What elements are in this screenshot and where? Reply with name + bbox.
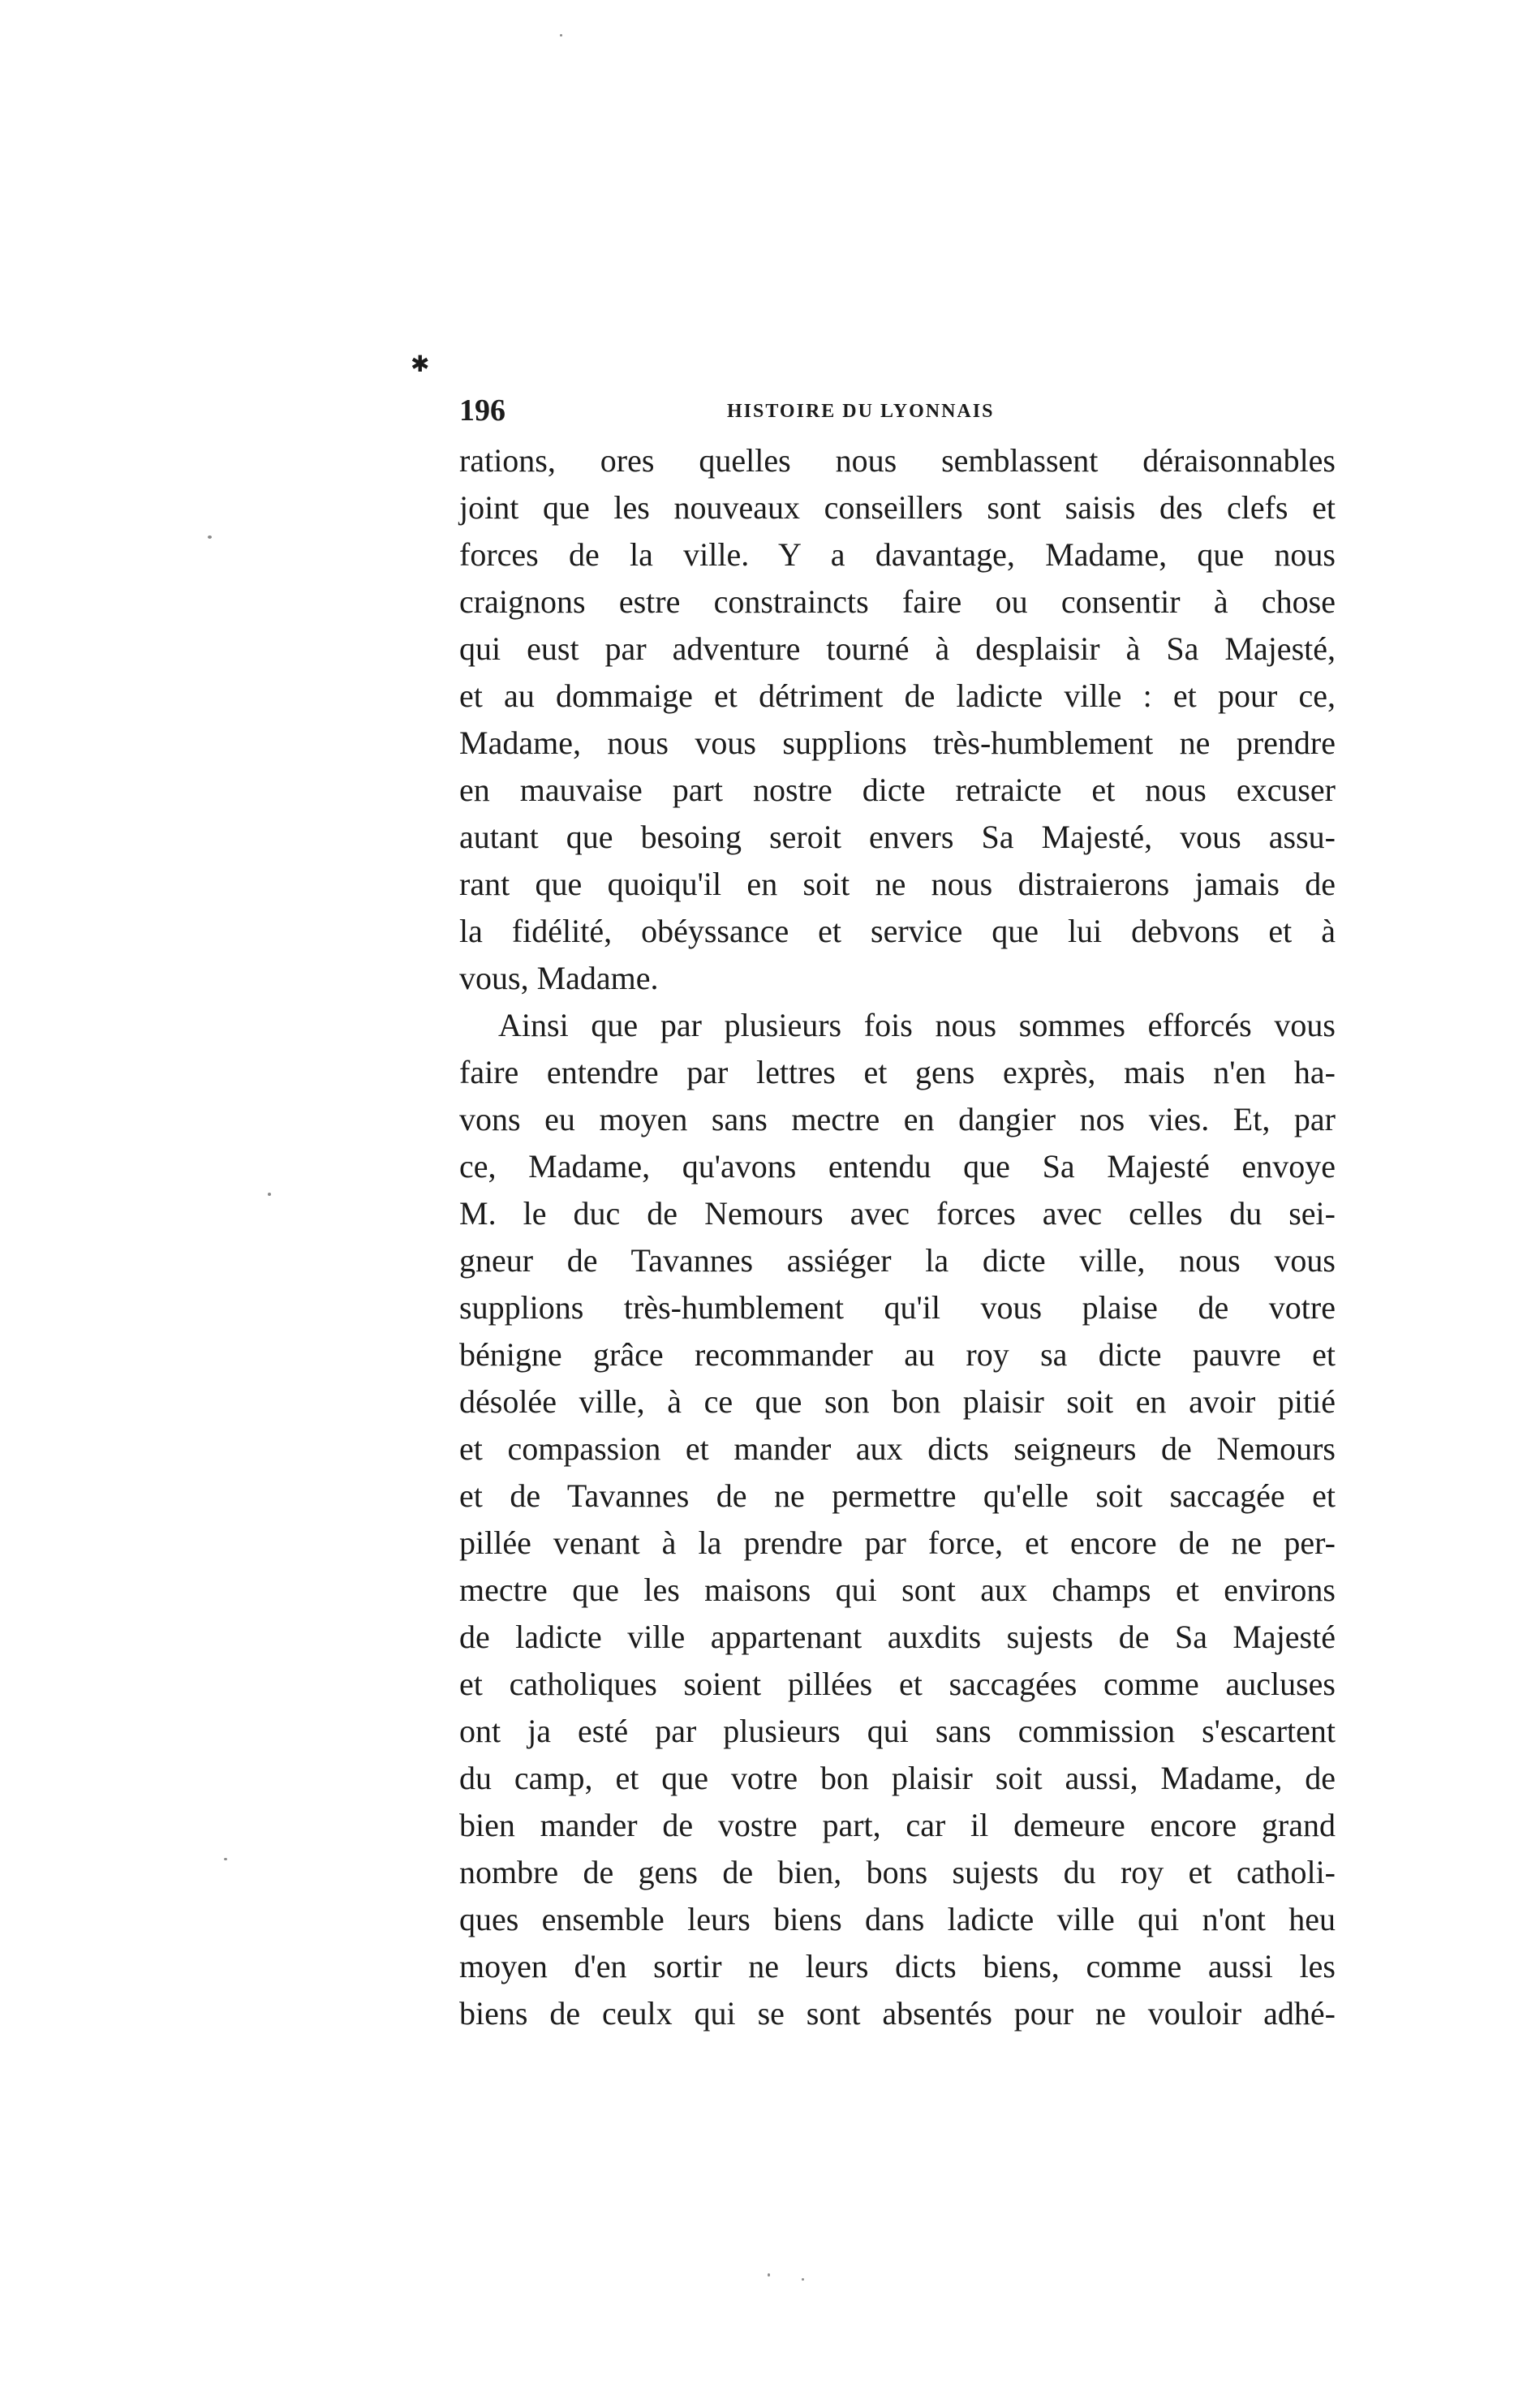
text-line: ont ja esté par plusieurs qui sans commission s'escartent bbox=[459, 1713, 1336, 1749]
ink-blot-mark: ✱ bbox=[411, 350, 430, 377]
body-text bbox=[459, 437, 1336, 2037]
text-line: joint que les nouveaux conseillers sont saisis des clefs et bbox=[459, 489, 1336, 526]
text-line: vons eu moyen sans mectre en dangier nos vies. Et, par bbox=[459, 1101, 1336, 1137]
running-title: HISTOIRE DU LYONNAIS bbox=[727, 401, 995, 422]
text-line: Ainsi que par plusieurs fois nous sommes efforcés vous bbox=[498, 1007, 1336, 1043]
paper-speck bbox=[802, 2278, 804, 2281]
text-line: Madame, nous vous supplions très-humblement ne prendre bbox=[459, 725, 1336, 761]
page-number: 196 bbox=[459, 393, 505, 428]
text-line: et au dommaige et détriment de ladicte ville : et pour ce, bbox=[459, 677, 1336, 714]
text-line: nombre de gens de bien, bons sujests du roy et catholi- bbox=[459, 1854, 1336, 1890]
text-line: autant que besoing seroit envers Sa Majesté, vous assu- bbox=[459, 819, 1336, 855]
paper-speck bbox=[268, 1193, 271, 1196]
text-line: rations, ores quelles nous semblassent déraisonnables bbox=[459, 442, 1336, 479]
text-line: désolée ville, à ce que son bon plaisir soit en avoir pitié bbox=[459, 1383, 1336, 1420]
text-line: ques ensemble leurs biens dans ladicte ville qui n'ont heu bbox=[459, 1901, 1336, 1937]
text-line: supplions très-humblement qu'il vous plaise de votre bbox=[459, 1289, 1336, 1326]
text-line: rant que quoiqu'il en soit ne nous distraierons jamais de bbox=[459, 866, 1336, 902]
text-line: en mauvaise part nostre dicte retraicte et nous excuser bbox=[459, 772, 1336, 808]
text-line: faire entendre par lettres et gens exprès, mais n'en ha- bbox=[459, 1054, 1336, 1090]
paper-speck bbox=[768, 2273, 770, 2277]
text-line: ce, Madame, qu'avons entendu que Sa Majesté envoye bbox=[459, 1148, 1336, 1185]
text-line: du camp, et que votre bon plaisir soit aussi, Madame, de bbox=[459, 1760, 1336, 1796]
text-line: de ladicte ville appartenant auxdits sujests de Sa Majesté bbox=[459, 1619, 1336, 1655]
text-line: bien mander de vostre part, car il demeure encore grand bbox=[459, 1807, 1336, 1843]
text-line: pillée venant à la prendre par force, et encore de ne per- bbox=[459, 1524, 1336, 1561]
paper-speck bbox=[224, 1858, 227, 1860]
text-line: et de Tavannes de ne permettre qu'elle soit saccagée et bbox=[459, 1477, 1336, 1514]
running-head bbox=[459, 394, 1336, 427]
text-line: et catholiques soient pillées et saccagées comme aucluses bbox=[459, 1666, 1336, 1702]
text-line: mectre que les maisons qui sont aux champs et environs bbox=[459, 1572, 1336, 1608]
paper-speck bbox=[560, 34, 562, 37]
text-line: craignons estre constraincts faire ou consentir à chose bbox=[459, 583, 1336, 620]
text-line: M. le duc de Nemours avec forces avec celles du sei- bbox=[459, 1195, 1336, 1232]
paragraph-1 bbox=[459, 437, 1336, 1002]
text-line: gneur de Tavannes assiéger la dicte ville, nous vous bbox=[459, 1242, 1336, 1279]
text-line: biens de ceulx qui se sont absentés pour ne vouloir adhé- bbox=[459, 1995, 1336, 2032]
paper-speck bbox=[208, 535, 212, 539]
text-line: et compassion et mander aux dicts seigneurs de Nemours bbox=[459, 1430, 1336, 1467]
text-line: vous, Madame. bbox=[459, 960, 659, 996]
text-line: la fidélité, obéyssance et service que lui debvons et à bbox=[459, 913, 1336, 949]
paragraph-2 bbox=[459, 1002, 1336, 2037]
text-line: bénigne grâce recommander au roy sa dicte pauvre et bbox=[459, 1336, 1336, 1373]
text-line: qui eust par adventure tourné à desplaisir à Sa Majesté, bbox=[459, 630, 1336, 667]
text-line: moyen d'en sortir ne leurs dicts biens, comme aussi les bbox=[459, 1948, 1336, 1984]
text-line: forces de la ville. Y a davantage, Madame, que nous bbox=[459, 536, 1336, 573]
